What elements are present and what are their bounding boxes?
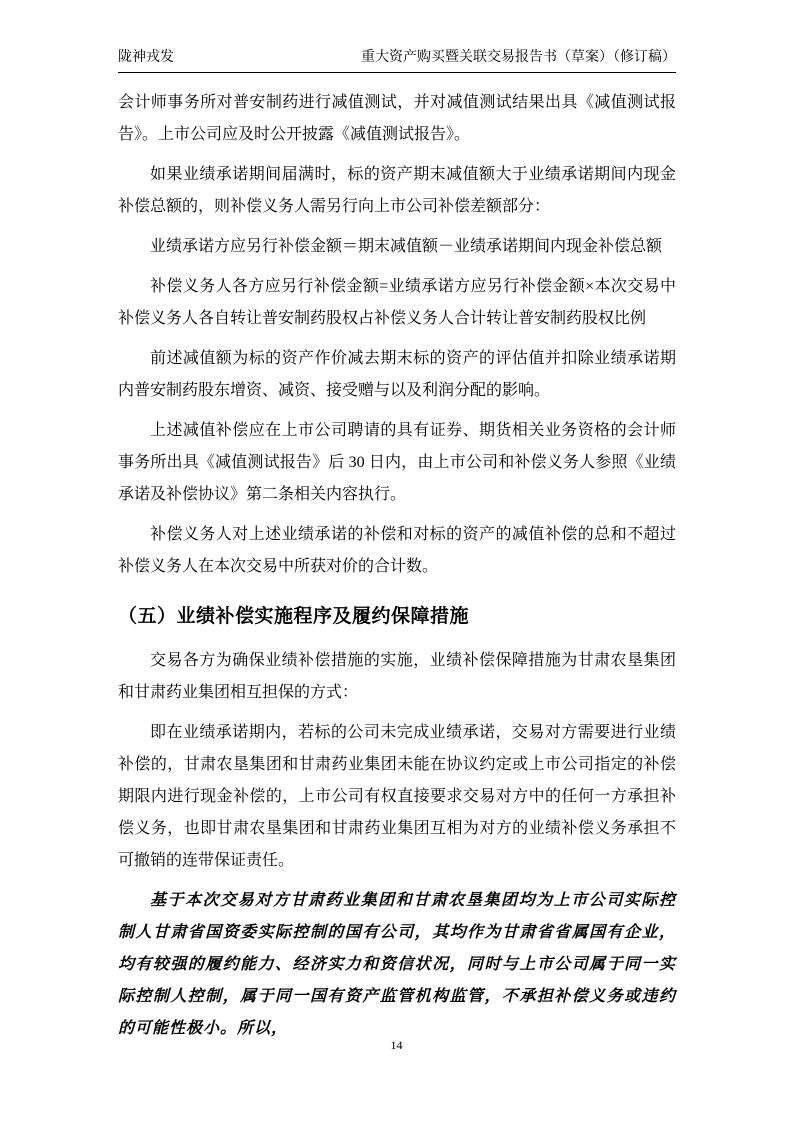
paragraph: 补偿义务人对上述业绩承诺的补偿和对标的资产的减值补偿的总和不超过补偿义务人在本次交易中所获对价的合计数。 <box>118 525 676 575</box>
paragraph: 交易各方为确保业绩补偿措施的实施，业绩补偿保障措施为甘肃农垦集团和甘肃药业集团相互担保的方式： <box>118 652 676 702</box>
paragraph: 会计师事务所对普安制药进行减值测试，并对减值测试结果出具《减值测试报告》。上市公司应及时公开披露《减值测试报告》。 <box>118 93 676 143</box>
paragraph: 前述减值额为标的资产作价减去期末标的资产的评估值并扣除业绩承诺期内普安制药股东增资、减资、接受赠与以及利润分配的影响。 <box>118 349 676 399</box>
page-header <box>118 48 676 73</box>
header-left-title: 陇神戎发 <box>118 50 174 65</box>
page-number: 14 <box>390 1038 403 1052</box>
paragraph: 如果业绩承诺期间届满时，标的资产期末减值额大于业绩承诺期间内现金补偿总额的，则补偿义务人需另行向上市公司补偿差额部分： <box>118 165 676 215</box>
formula-line: 业绩承诺方应另行补偿金额＝期末减值额－业绩承诺期间内现金补偿总额 <box>150 237 663 255</box>
paragraph: 即在业绩承诺期内，若标的公司未完成业绩承诺，交易对方需要进行业绩补偿的，甘肃农垦集团和甘肃药业集团未能在协议约定或上市公司指定的补偿期限内进行现金补偿的，上市公司有权直接要求交易对方中的任何一方承担补偿义务，也即甘肃农垦集团和甘肃药业集团互相为对方的业绩补偿义务承担不可撤销的连带保证责任。 <box>118 724 676 870</box>
document-body <box>118 87 676 1046</box>
header-right-title: 重大资产购买暨关联交易报告书（草案）（修订稿） <box>361 50 676 65</box>
paragraph: 上述减值补偿应在上市公司聘请的具有证券、期货相关业务资格的会计师事务所出具《减值测试报告》后 30 日内，由上市公司和补偿义务人参照《业绩承诺及补偿协议》第二条相关内容执行。 <box>118 421 676 503</box>
emphasis-paragraph: 基于本次交易对方甘肃药业集团和甘肃农垦集团均为上市公司实际控制人甘肃省国资委实际控制的国有公司，其均作为甘肃省省属国有企业，均有较强的履约能力、经济实力和资信状况，同时与上市公司属于同一实际控制人控制，属于同一国有资产监管机构监管，不承担补偿义务或违约的可能性极小。所以， <box>118 892 676 1038</box>
formula-line: 补偿义务人各方应另行补偿金额=业绩承诺方应另行补偿金额×本次交易中补偿义务人各自转让普安制药股权占补偿义务人合计转让普安制药股权比例 <box>118 277 676 327</box>
section-heading: （五）业绩补偿实施程序及履约保障措施 <box>118 605 470 627</box>
